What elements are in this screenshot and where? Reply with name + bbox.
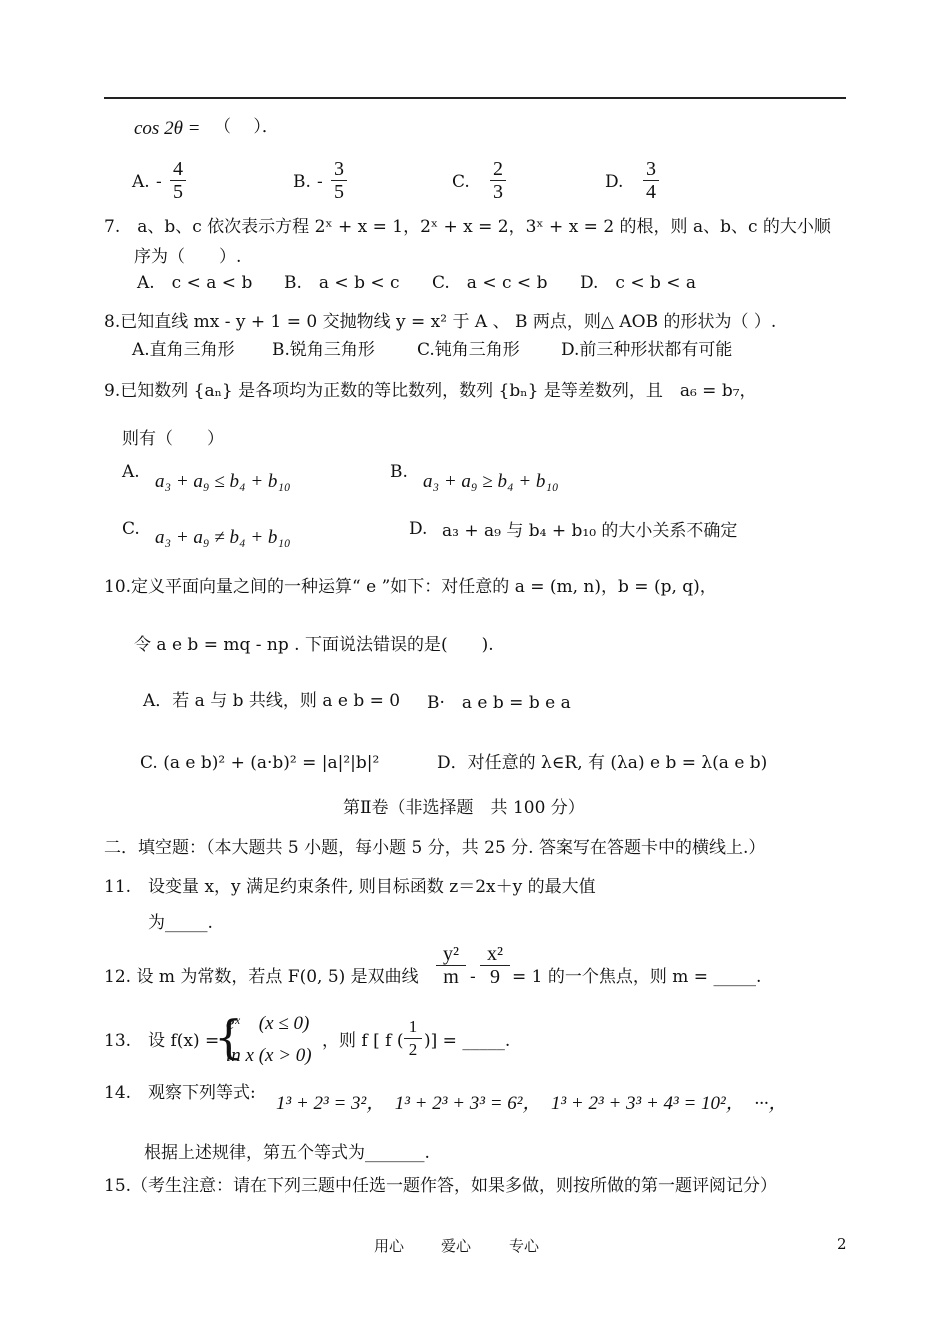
q10-option-c: C. (a e b)² + (a·b)² = |a|²|b|²: [140, 753, 380, 773]
q8-option-c: C.钝角三角形: [417, 340, 520, 360]
q11-stem: 11. 设变量 x，y 满足约束条件, 则目标函数 z＝2x＋y 的最大值: [104, 877, 596, 897]
q6-option-fraction: $\frac{3}{4}$: [643, 158, 659, 203]
q8-stem: 8.已知直线 mx - y + 1 = 0 交抛物线 y = x² 于 A 、 B 两点，则△ AOB 的形状为（ ）.: [104, 312, 777, 332]
q9-option-d: a₃ + a₉ 与 b₄ + b₁₀ 的大小关系不确定: [442, 521, 738, 541]
q13-stem: 13. 设 f(x) =: [104, 1031, 220, 1051]
q7-stem: 7. a、b、c 依次表示方程 2ˣ + x = 1，2ˣ + x = 2，3ˣ + x = 2 的根，则 a、b、c 的大小顺: [104, 217, 831, 237]
q9-option-b: a₃ + a₉ ≥ b₄ + b₁₀: [423, 471, 559, 492]
q6-option-sign: -: [156, 172, 162, 192]
q9-option-a-label: A.: [122, 462, 140, 482]
q10-stem: 10.定义平面向量之间的一种运算“ e ”如下：对任意的 a = (m, n)，b = (p, q)，: [104, 577, 717, 597]
page-number: 2: [837, 1235, 847, 1253]
q10-option-a: A．若 a 与 b 共线，则 a e b = 0: [143, 691, 401, 711]
q12-fraction-y: $\frac{\text{y²}}{m}$: [436, 943, 466, 988]
q12-fraction-x: $\frac{\text{x²}}{9}$: [480, 943, 510, 988]
q7-option-c: C. a < c < b: [432, 273, 548, 293]
footer-motto-2: 爱心: [441, 1237, 472, 1255]
q9-stem-cont: 则有（ ）: [122, 429, 224, 449]
q9-option-d-label: D.: [409, 519, 428, 539]
q13-brace: {: [214, 1010, 244, 1064]
q15-stem: 15.（考生注意：请在下列三题中任选一题作答，如果多做，则按所做的第一题评阅记分）: [104, 1176, 778, 1196]
q6-option-fraction: $\frac{3}{5}$: [331, 158, 347, 203]
q8-option-b: B.锐角三角形: [272, 340, 375, 360]
q13-stem-end: )] = _____.: [424, 1031, 511, 1051]
q6-option-fraction: $\frac{2}{3}$: [490, 158, 506, 203]
header-rule: [104, 97, 846, 99]
q12-stem: 12. 设 m 为常数，若点 F(0, 5) 是双曲线: [104, 967, 419, 987]
q13-stem-mid: ，则 f [ f (: [322, 1031, 404, 1051]
q9-stem: 9.已知数列 {aₙ} 是各项均为正数的等比数列，数列 {bₙ} 是等差数列，且 a₆ = b₇，: [104, 381, 757, 401]
q7-stem-cont: 序为（ ）.: [134, 247, 242, 267]
q13-fraction: $\frac{1}{2}$: [404, 1016, 422, 1061]
q6-expression: cos 2θ =: [134, 118, 201, 139]
q10-option-b: B· a e b = b e a: [427, 693, 571, 713]
q7-option-a: A. c < a < b: [137, 273, 253, 293]
q12-minus: -: [470, 967, 476, 987]
q6-option-label: D.: [605, 172, 624, 192]
section-2-title: 第Ⅱ卷（非选择题 共 100 分）: [343, 798, 585, 818]
q8-option-a: A.直角三角形: [132, 340, 235, 360]
q14-stem: 14. 观察下列等式:: [104, 1083, 256, 1103]
q7-option-d: D. c < b < a: [580, 273, 697, 293]
q13-case-1: eˣ (x ≤ 0): [226, 1013, 310, 1034]
q9-option-c: a₃ + a₉ ≠ b₄ + b₁₀: [155, 527, 291, 548]
q14-equations: 1³ + 2³ = 3²， 1³ + 2³ + 3³ = 6²， 1³ + 2³ + 3³ + 4³ = 10²， ···，: [276, 1093, 788, 1114]
q6-option-sign: -: [317, 172, 323, 192]
q6-option-label: A.: [132, 172, 150, 192]
q11-blank: 为_____.: [148, 913, 213, 933]
q6-option-label: C.: [452, 172, 470, 192]
q13-case-2: ln x (x > 0): [226, 1045, 312, 1066]
q9-option-c-label: C.: [122, 519, 140, 539]
q10-stem-cont: 令 a e b = mq - np . 下面说法错误的是( ).: [134, 635, 494, 655]
footer-motto-3: 专心: [509, 1237, 540, 1255]
q10-option-d: D．对任意的 λ∈R, 有 (λa) e b = λ(a e b): [437, 753, 768, 773]
q8-option-d: D.前三种形状都有可能: [561, 340, 733, 360]
fill-in-header: 二．填空题：（本大题共 5 小题，每小题 5 分，共 25 分. 答案写在答题卡中的横线上.）: [104, 838, 766, 858]
q12-stem-end: = 1 的一个焦点，则 m = _____.: [512, 967, 762, 987]
q9-option-a: a₃ + a₉ ≤ b₄ + b₁₀: [155, 471, 291, 492]
footer-motto-1: 用心: [374, 1237, 405, 1255]
q7-option-b: B. a < b < c: [284, 273, 400, 293]
q6-option-fraction: $\frac{4}{5}$: [170, 158, 186, 203]
q14-prompt: 根据上述规律，第五个等式为_______.: [144, 1143, 430, 1163]
q6-option-label: B.: [293, 172, 311, 192]
q9-option-b-label: B.: [390, 462, 408, 482]
q6-answer-paren: （ ）．: [214, 117, 279, 137]
